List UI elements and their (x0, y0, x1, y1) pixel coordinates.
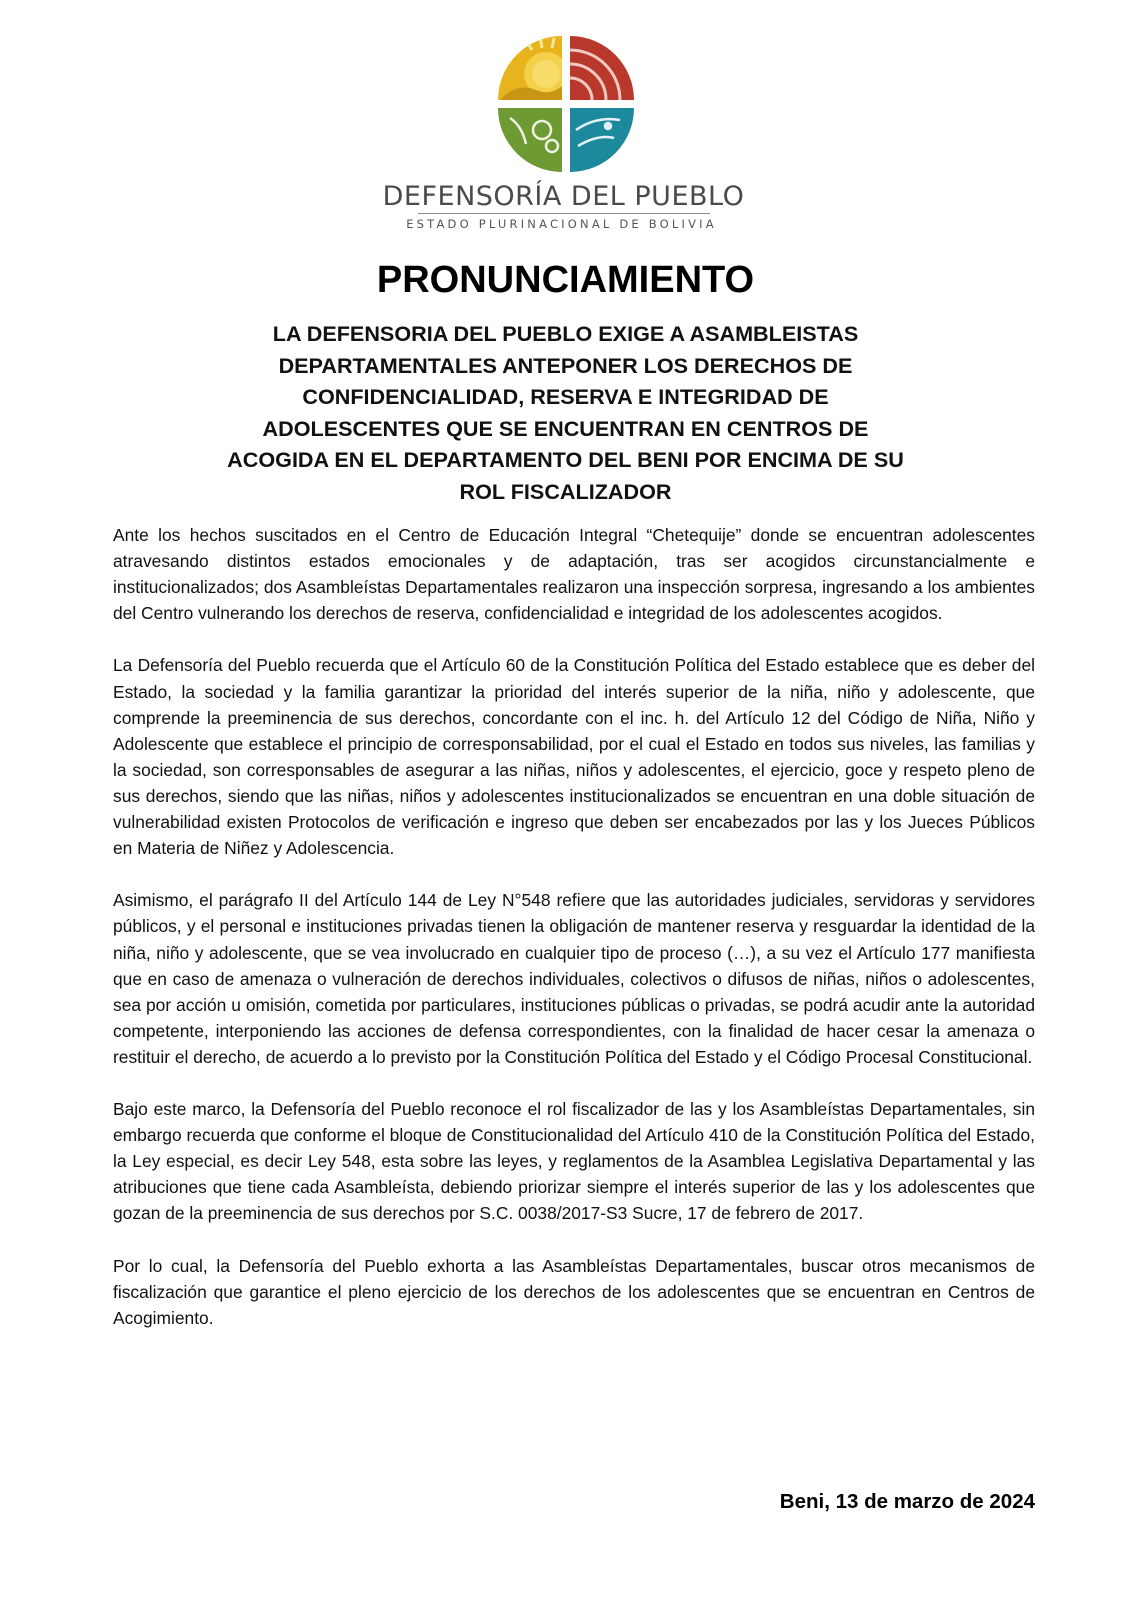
org-name: DEFENSORÍA DEL PUEBLO (382, 181, 745, 212)
defensoria-quadrant-logo-icon (496, 34, 636, 174)
document-headline: LA DEFENSORIA DEL PUEBLO EXIGE A ASAMBLEISTAS DEPARTAMENTALES ANTEPONER LOS DERECHOS DE CONFIDENCIALIDAD, RESERVA E INTEGRIDAD DE ADOLESCENTES QUE SE ENCUENTRAN EN CENTROS DE ACOGIDA EN EL DEPARTAMENTO DEL BENI POR ENCIMA DE SU ROL FISCALIZADOR (227, 321, 904, 504)
org-name-divider (418, 213, 710, 214)
body-paragraph: Por lo cual, la Defensoría del Pueblo exhorta a las Asambleístas Departamentales, buscar otros mecanismos de fiscalización que garantice el pleno ejercicio de los derechos de los adolescentes que se encuentran en Centros de Acogimiento. (113, 1255, 1035, 1328)
place-date-signoff: Beni, 13 de marzo de 2024 (779, 1490, 1035, 1513)
body-paragraph: Ante los hechos suscitados en el Centro de Educación Integral “Chetequije” donde se encuentran adolescentes atravesando distintos estados emocionales y de adaptación, tras ser acogidos circunstancialmente e institucionalizados; dos Asambleístas Departamentales realizaron una inspección sorpresa, ingresando a los ambientes del Centro vulnerando los derechos de reserva, confidencialidad e integridad de los adolescentes acogidos. (113, 525, 1035, 624)
document-title: PRONUNCIAMIENTO (376, 259, 755, 301)
body-paragraph: Bajo este marco, la Defensoría del Pueblo reconoce el rol fiscalizador de las y los Asambleístas Departamentales, sin embargo recuerda que conforme el bloque de Constitucionalidad del Artículo 410 de la Constitución Política del Estado, la Ley especial, es decir Ley 548, esta sobre las leyes, y reglamentos de la Asamblea Legislativa Departamental y las atribuciones que tiene cada Asambleísta, debiendo priorizar siempre el interés superior de las y los adolescentes que gozan de la preeminencia de sus derechos por S.C. 0038/2017-S3 Sucre, 17 de febrero de 2017. (113, 1099, 1035, 1224)
body-paragraph: Asimismo, el parágrafo II del Artículo 144 de Ley N°548 refiere que las autoridades judiciales, servidoras y servidores públicos, y el personal e instituciones privadas tienen la obligación de mantener reserva y resguardar la identidad de la niña, niño y adolescente, que se vea involucrado en cualquier tipo de proceso (…), a su vez el Artículo 177 manifiesta que en caso de amenaza o vulneración de derechos individuales, colectivos o difusos de niñas, niños o adolescentes, sea por acción u omisión, cometida por particulares, instituciones públicas o privadas, se podrá acudir ante la autoridad competente, interponiendo las acciones de defensa correspondientes, con la finalidad de hacer cesar la amenaza o restituir el derecho, de acuerdo a lo previsto por la Constitución Política del Estado y el Código Procesal Constitucional. (113, 890, 1035, 1067)
org-subtitle: ESTADO PLURINACIONAL DE BOLIVIA (406, 217, 717, 231)
document-body (113, 522, 1035, 1331)
body-paragraph: La Defensoría del Pueblo recuerda que el Artículo 60 de la Constitución Política del Estado establece que es deber del Estado, la sociedad y la familia garantizar la prioridad del interés superior de la niña, niño y adolescente, que comprende la preeminencia de sus derechos, concordante con el inc. h. del Artículo 12 del Código de Niña, Niño y Adolescente que establece el principio de corresponsabilidad, por el cual el Estado en todos sus niveles, las familias y la sociedad, son corresponsables de asegurar a las niñas, niños y adolescentes, el ejercicio, goce y respeto pleno de sus derechos, siendo que las niñas, niños y adolescentes institucionalizados se encuentran en una doble situación de vulnerabilidad existen Protocolos de verificación e ingreso que deben ser encabezados por las y los Jueces Públicos en Materia de Niñez y Adolescencia. (113, 655, 1035, 859)
